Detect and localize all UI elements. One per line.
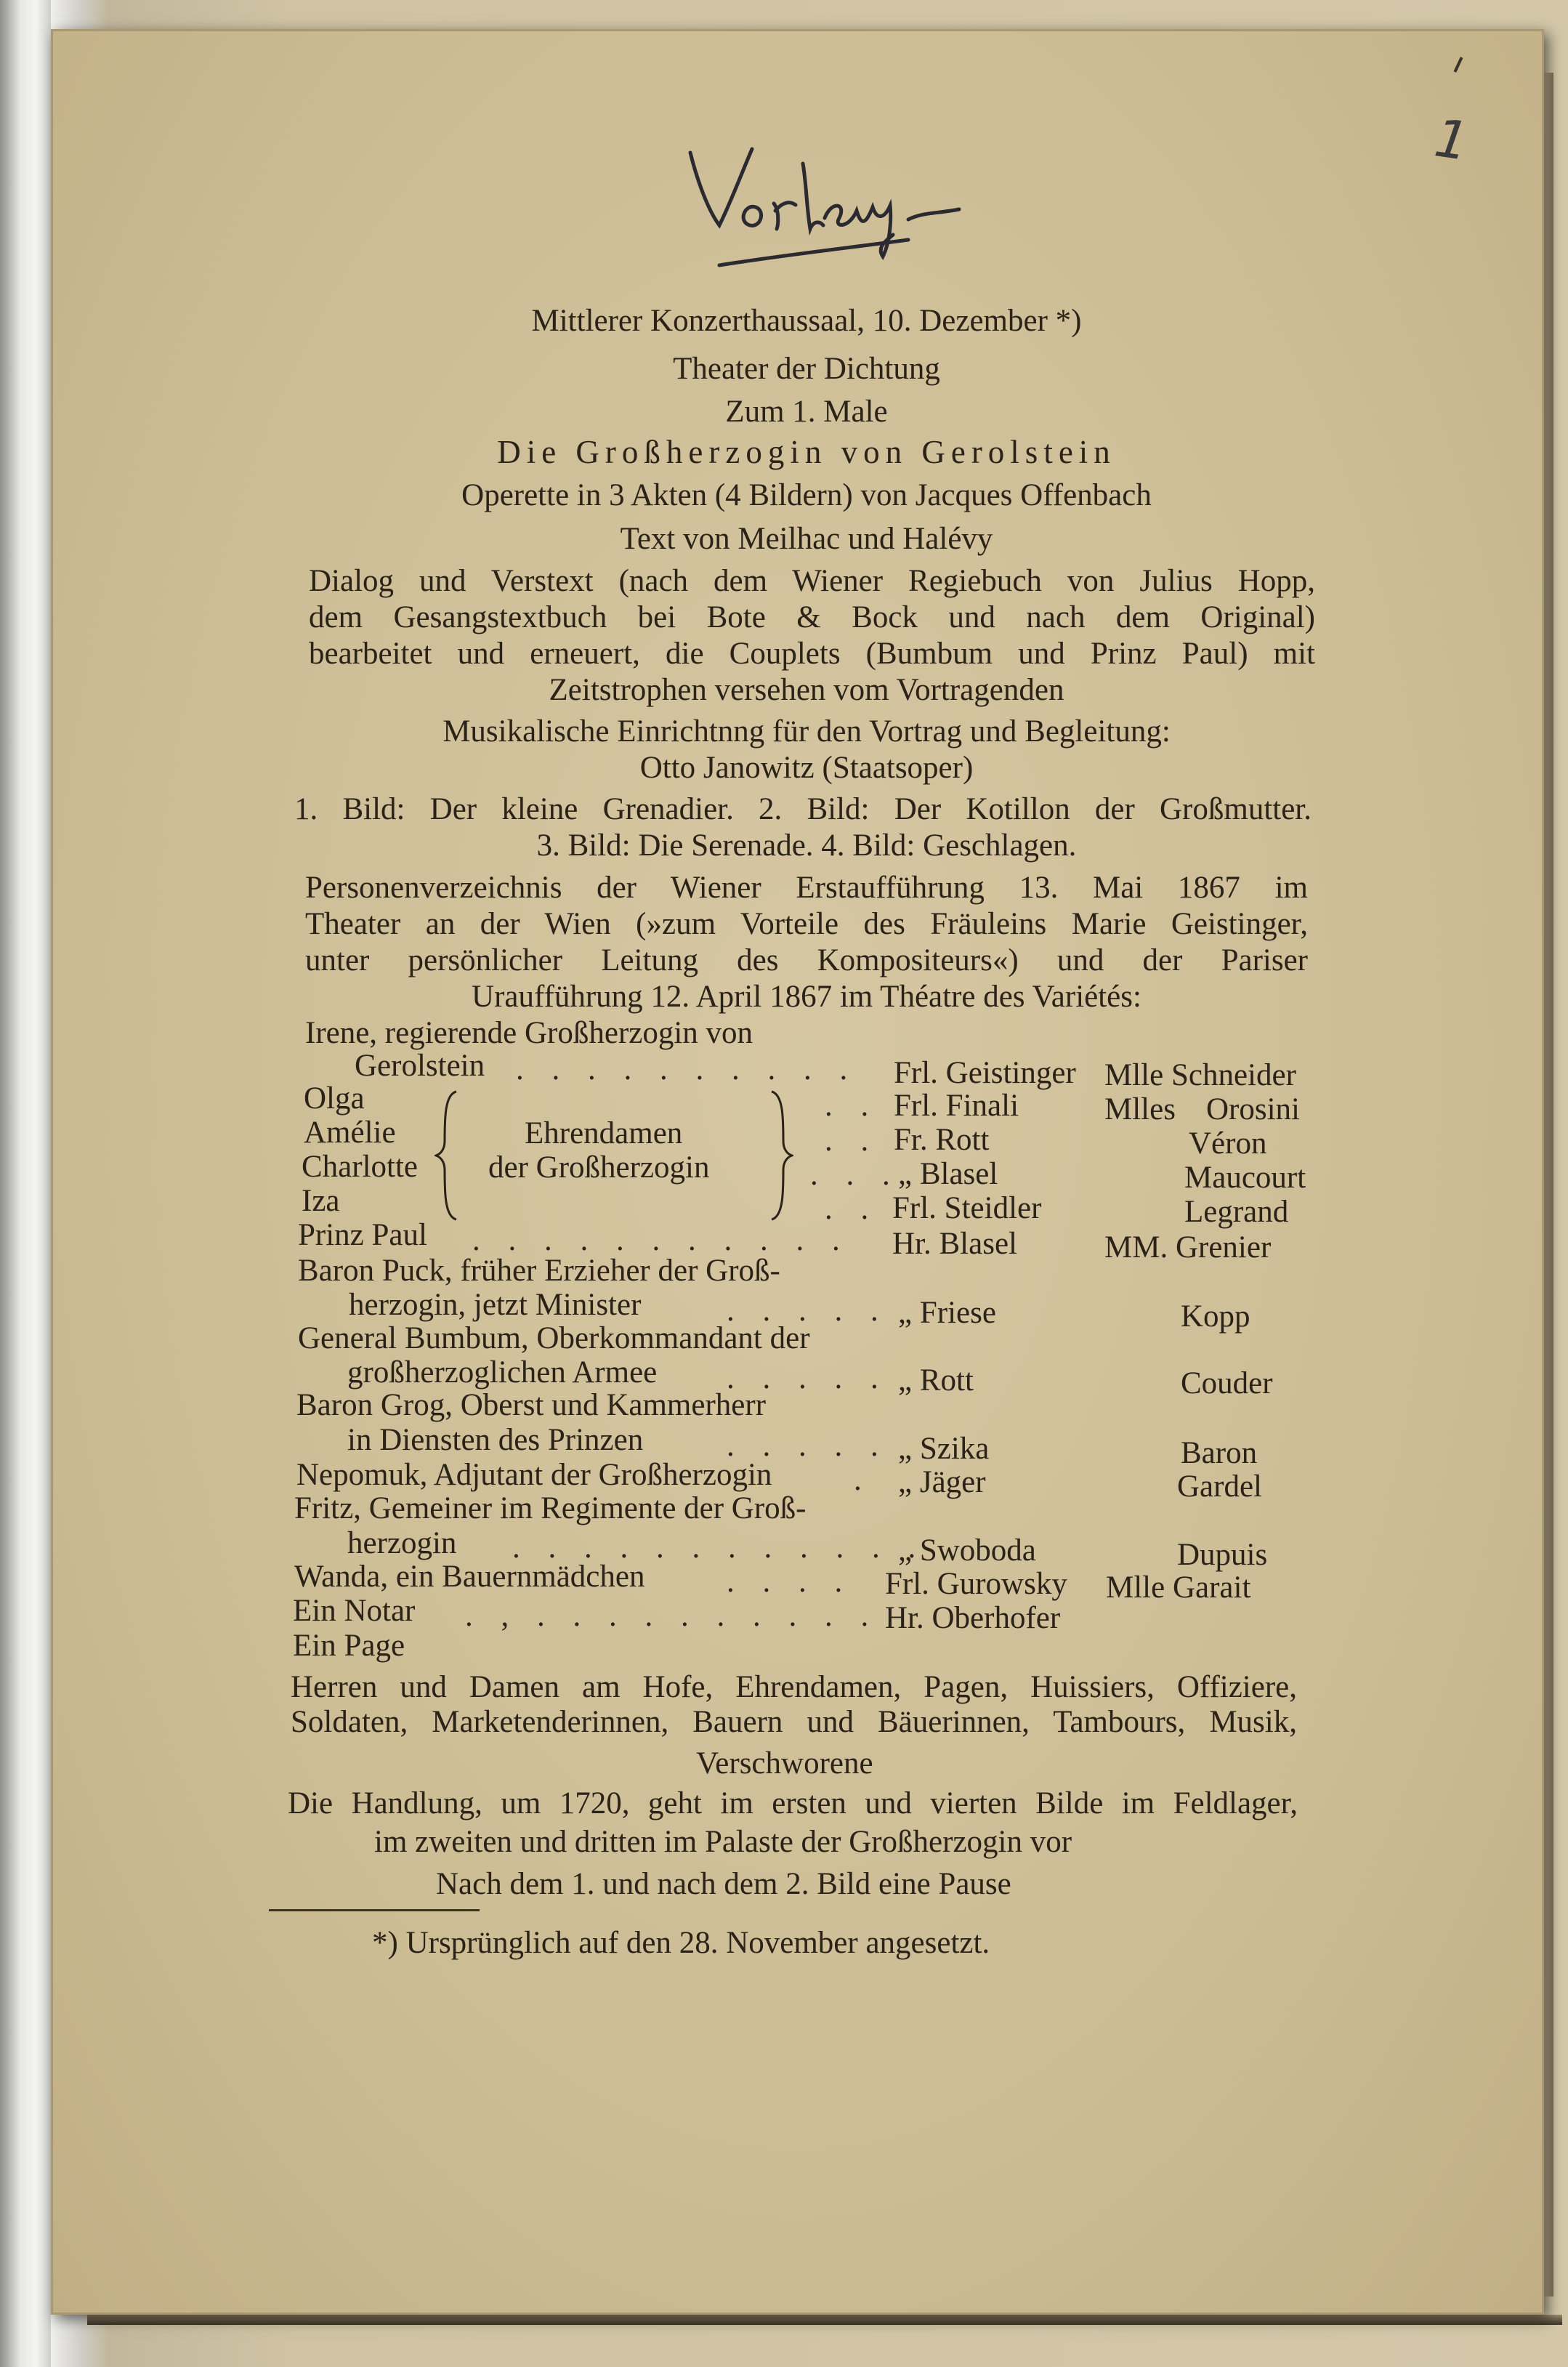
occasion-line: Zum 1. Male [725,395,888,429]
dialog-paragraph-line: dem Gesangstextbuch bei Bote & Bock und nach dem Original) [309,600,1315,634]
title-line: Die Großherzogin von Gerolstein [497,434,1116,470]
cast-role: Baron Grog, Oberst und Kammerherr [296,1388,767,1422]
leader-dots: . . . . . . . . . . [516,1052,858,1086]
ladies-group-label: der Großherzogin [488,1150,710,1185]
cast-paris: Maucourt [1184,1161,1306,1195]
music-line: Musikalische Einrichtnng für den Vortrag und Begleitung: [442,714,1171,749]
folio-number: 1 [1431,107,1473,172]
cast-vienna: Fr. Rott [894,1123,990,1157]
cast-vienna: Frl. Gurowsky [885,1567,1067,1601]
cast-vienna: „ Rott [898,1363,974,1398]
cast-vienna: „ Blasel [898,1157,998,1191]
cast-role: Charlotte [302,1150,419,1184]
setting-line: Die Handlung, um 1720, geht im ersten und vierten Bilde im Feldlager, [288,1786,1298,1820]
cast-intro-line: unter persönlicher Leitung des Kompositeurs«) und der Pariser [305,943,1308,977]
cast-vienna: Hr. Oberhofer [885,1601,1061,1635]
cast-role: Wanda, ein Bauernmädchen [294,1560,645,1594]
cast-intro-line: Uraufführung 12. April 1867 im Théatre des Variétés: [472,980,1141,1014]
footnote: *) Ursprünglich auf den 28. November angesetzt. [372,1926,990,1960]
cast-role: Prinz Paul [298,1218,427,1252]
cast-paris: Véron [1189,1126,1267,1161]
cast-role: Gerolstein [355,1049,485,1083]
cast-vienna: „ Jäger [898,1465,986,1499]
setting-line: im zweiten und dritten im Palaste der Großherzogin vor [374,1825,1072,1859]
dialog-paragraph-line: Zeitstrophen versehen vom Vortragenden [549,673,1064,707]
cast-paris-prefix: Mlles [1104,1092,1176,1126]
cast-paris: Dupuis [1177,1538,1268,1572]
leader-dots: . . . . . . . . . . . . [512,1531,926,1565]
cast-intro-line: Personenverzeichnis der Wiener Erstaufführung 13. Mai 1867 im [305,871,1308,905]
cast-vienna: Frl. Geistinger [894,1056,1076,1090]
leader-dots: . . . [810,1158,900,1192]
cast-role: Nepomuk, Adjutant der Großherzogin [296,1458,772,1492]
cast-role: herzogin, jetzt Minister [349,1288,642,1322]
music-line: Otto Janowitz (Staatsoper) [639,751,974,785]
cast-role: General Bumbum, Oberkommandant der [298,1321,810,1355]
cast-role: Ein Page [293,1629,405,1663]
ensemble-line: Herren und Damen am Hofe, Ehrendamen, Pagen, Huissiers, Offiziere, [291,1670,1297,1704]
leader-dots: . . . . [727,1565,853,1599]
cast-role: Irene, regierende Großherzogin von [305,1016,753,1050]
cast-role: Ein Notar [293,1594,416,1628]
cast-paris: Mlle Schneider [1104,1058,1296,1092]
leader-dots: . . . . . [727,1294,889,1328]
leader-dots: . . . . . [727,1361,889,1395]
dialog-paragraph-line: Dialog und Verstext (nach dem Wiener Regiebuch von Julius Hopp, [309,564,1315,598]
cast-vienna: „ Szika [898,1432,990,1466]
cast-role: Amélie [304,1116,396,1150]
series-line: Theater der Dichtung [673,352,940,386]
text-by-line: Text von Meilhac und Halévy [620,522,993,556]
cast-vienna: Hr. Blasel [892,1227,1017,1261]
leader-dots: . . [825,1124,879,1158]
cast-paris: Legrand [1184,1195,1289,1229]
cast-paris: Mlle Garait [1106,1570,1251,1605]
ensemble-line: Verschworene [696,1746,873,1781]
cast-vienna: Frl. Steidler [892,1191,1042,1225]
cast-role: Baron Puck, früher Erzieher der Groß- [298,1254,780,1288]
cast-vienna: „ Friese [898,1296,996,1330]
leader-dots: . [854,1463,872,1497]
subtitle-line: Operette in 3 Akten (4 Bildern) von Jacques Offenbach [461,478,1152,512]
dialog-paragraph-line: bearbeitet und erneuert, die Couplets (Bumbum und Prinz Paul) mit [309,637,1315,671]
cast-paris: Kopp [1181,1299,1250,1334]
pause-line: Nach dem 1. und nach dem 2. Bild eine Pause [436,1867,1011,1901]
cast-paris: Couder [1181,1366,1273,1400]
venue-line: Mittlerer Konzerthaussaal, 10. Dezember *) [531,304,1082,338]
cast-vienna: Frl. Finali [894,1089,1019,1123]
leader-dots: . . . . . [727,1429,889,1463]
cast-intro-line: Theater an der Wien (»zum Vorteile des Fräuleins Marie Geistinger, [305,907,1308,941]
footnote-rule [269,1909,480,1911]
leader-dots: . . [825,1192,879,1226]
cast-role: Iza [302,1184,340,1218]
cast-role: Olga [304,1081,365,1116]
cast-role: Fritz, Gemeiner im Regimente der Groß- [294,1491,807,1525]
ensemble-line: Soldaten, Marketenderinnen, Bauern und Bäuerinnen, Tambours, Musik, [291,1705,1297,1739]
cast-role: herzogin [347,1526,457,1560]
cast-role: großherzoglichen Armee [347,1355,658,1390]
cast-paris: Baron [1181,1436,1258,1470]
cast-vienna: „ Swoboda [898,1533,1036,1568]
scenes-line: 3. Bild: Die Serenade. 4. Bild: Geschlagen. [536,828,1077,863]
leader-dots: . , . . . . . . . . . . [465,1599,879,1633]
ladies-group-label: Ehrendamen [525,1116,683,1150]
leader-dots: . . . . . . . . . . . [472,1223,850,1257]
scenes-line: 1. Bild: Der kleine Grenadier. 2. Bild: Der Kotillon der Großmutter. [294,792,1312,826]
left-brace [435,1090,464,1221]
leader-dots: . . [825,1089,879,1123]
right-brace [764,1090,793,1221]
cast-paris: MM. Grenier [1104,1230,1272,1265]
cast-paris: Orosini [1206,1092,1300,1126]
cast-role: in Diensten des Prinzen [347,1423,644,1457]
cast-paris: Gardel [1177,1469,1262,1504]
